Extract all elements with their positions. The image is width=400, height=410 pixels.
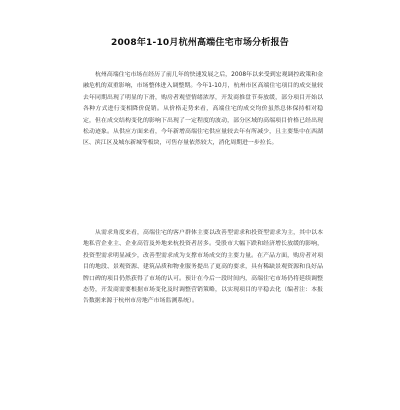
body-paragraph-1: 杭州高端住宅市场在经历了前几年的快速发展之后，2008年以来受到宏观调控政策和金融危机的双重影响，市场整体进入调整期。今年1-10月，杭州市区高端住宅项目的成交量较去年同期出现了明显的下滑，购房者观望情绪浓厚，开发商推盘节奏放缓，部分项目开始以各种方式进行变相降价促销。从价格走势来看，高端住宅的成交均价虽然总体保持相对稳定，但在成交结构变化的影响下出现了一定程度的波动，部分区域的高端项目价格已经出现松动迹象。从供应方面来看，今年新增高端住宅供应量较去年有所减少，且主要集中在西湖区、滨江区及城东新城等板块，可售存量依然较大，消化周期进一步拉长。 [83,72,323,147]
document-title: 2008年1-10月杭州高端住宅市场分析报告 [111,38,289,48]
body-paragraph-2: 从需求角度来看，高端住宅的客户群体主要以改善型需求和投资型需求为主，其中以本地私营企业主、企业高管及外地来杭投资者居多。受股市大幅下跌和经济增长放缓的影响，投资型需求明显减少，改善型需求成为支撑市场成交的主要力量。在产品方面，购房者对项目的地段、景观资源、建筑品质和物业服务提出了更高的要求，具有稀缺景观资源和良好品牌口碑的项目仍然获得了市场的认可。预计在今后一段时间内，高端住宅市场仍将延续调整态势，开发商需要根据市场变化及时调整营销策略，以实现项目的平稳去化（编者注：本报告数据来源于杭州市房地产市场监测系统）。 [83,230,323,305]
